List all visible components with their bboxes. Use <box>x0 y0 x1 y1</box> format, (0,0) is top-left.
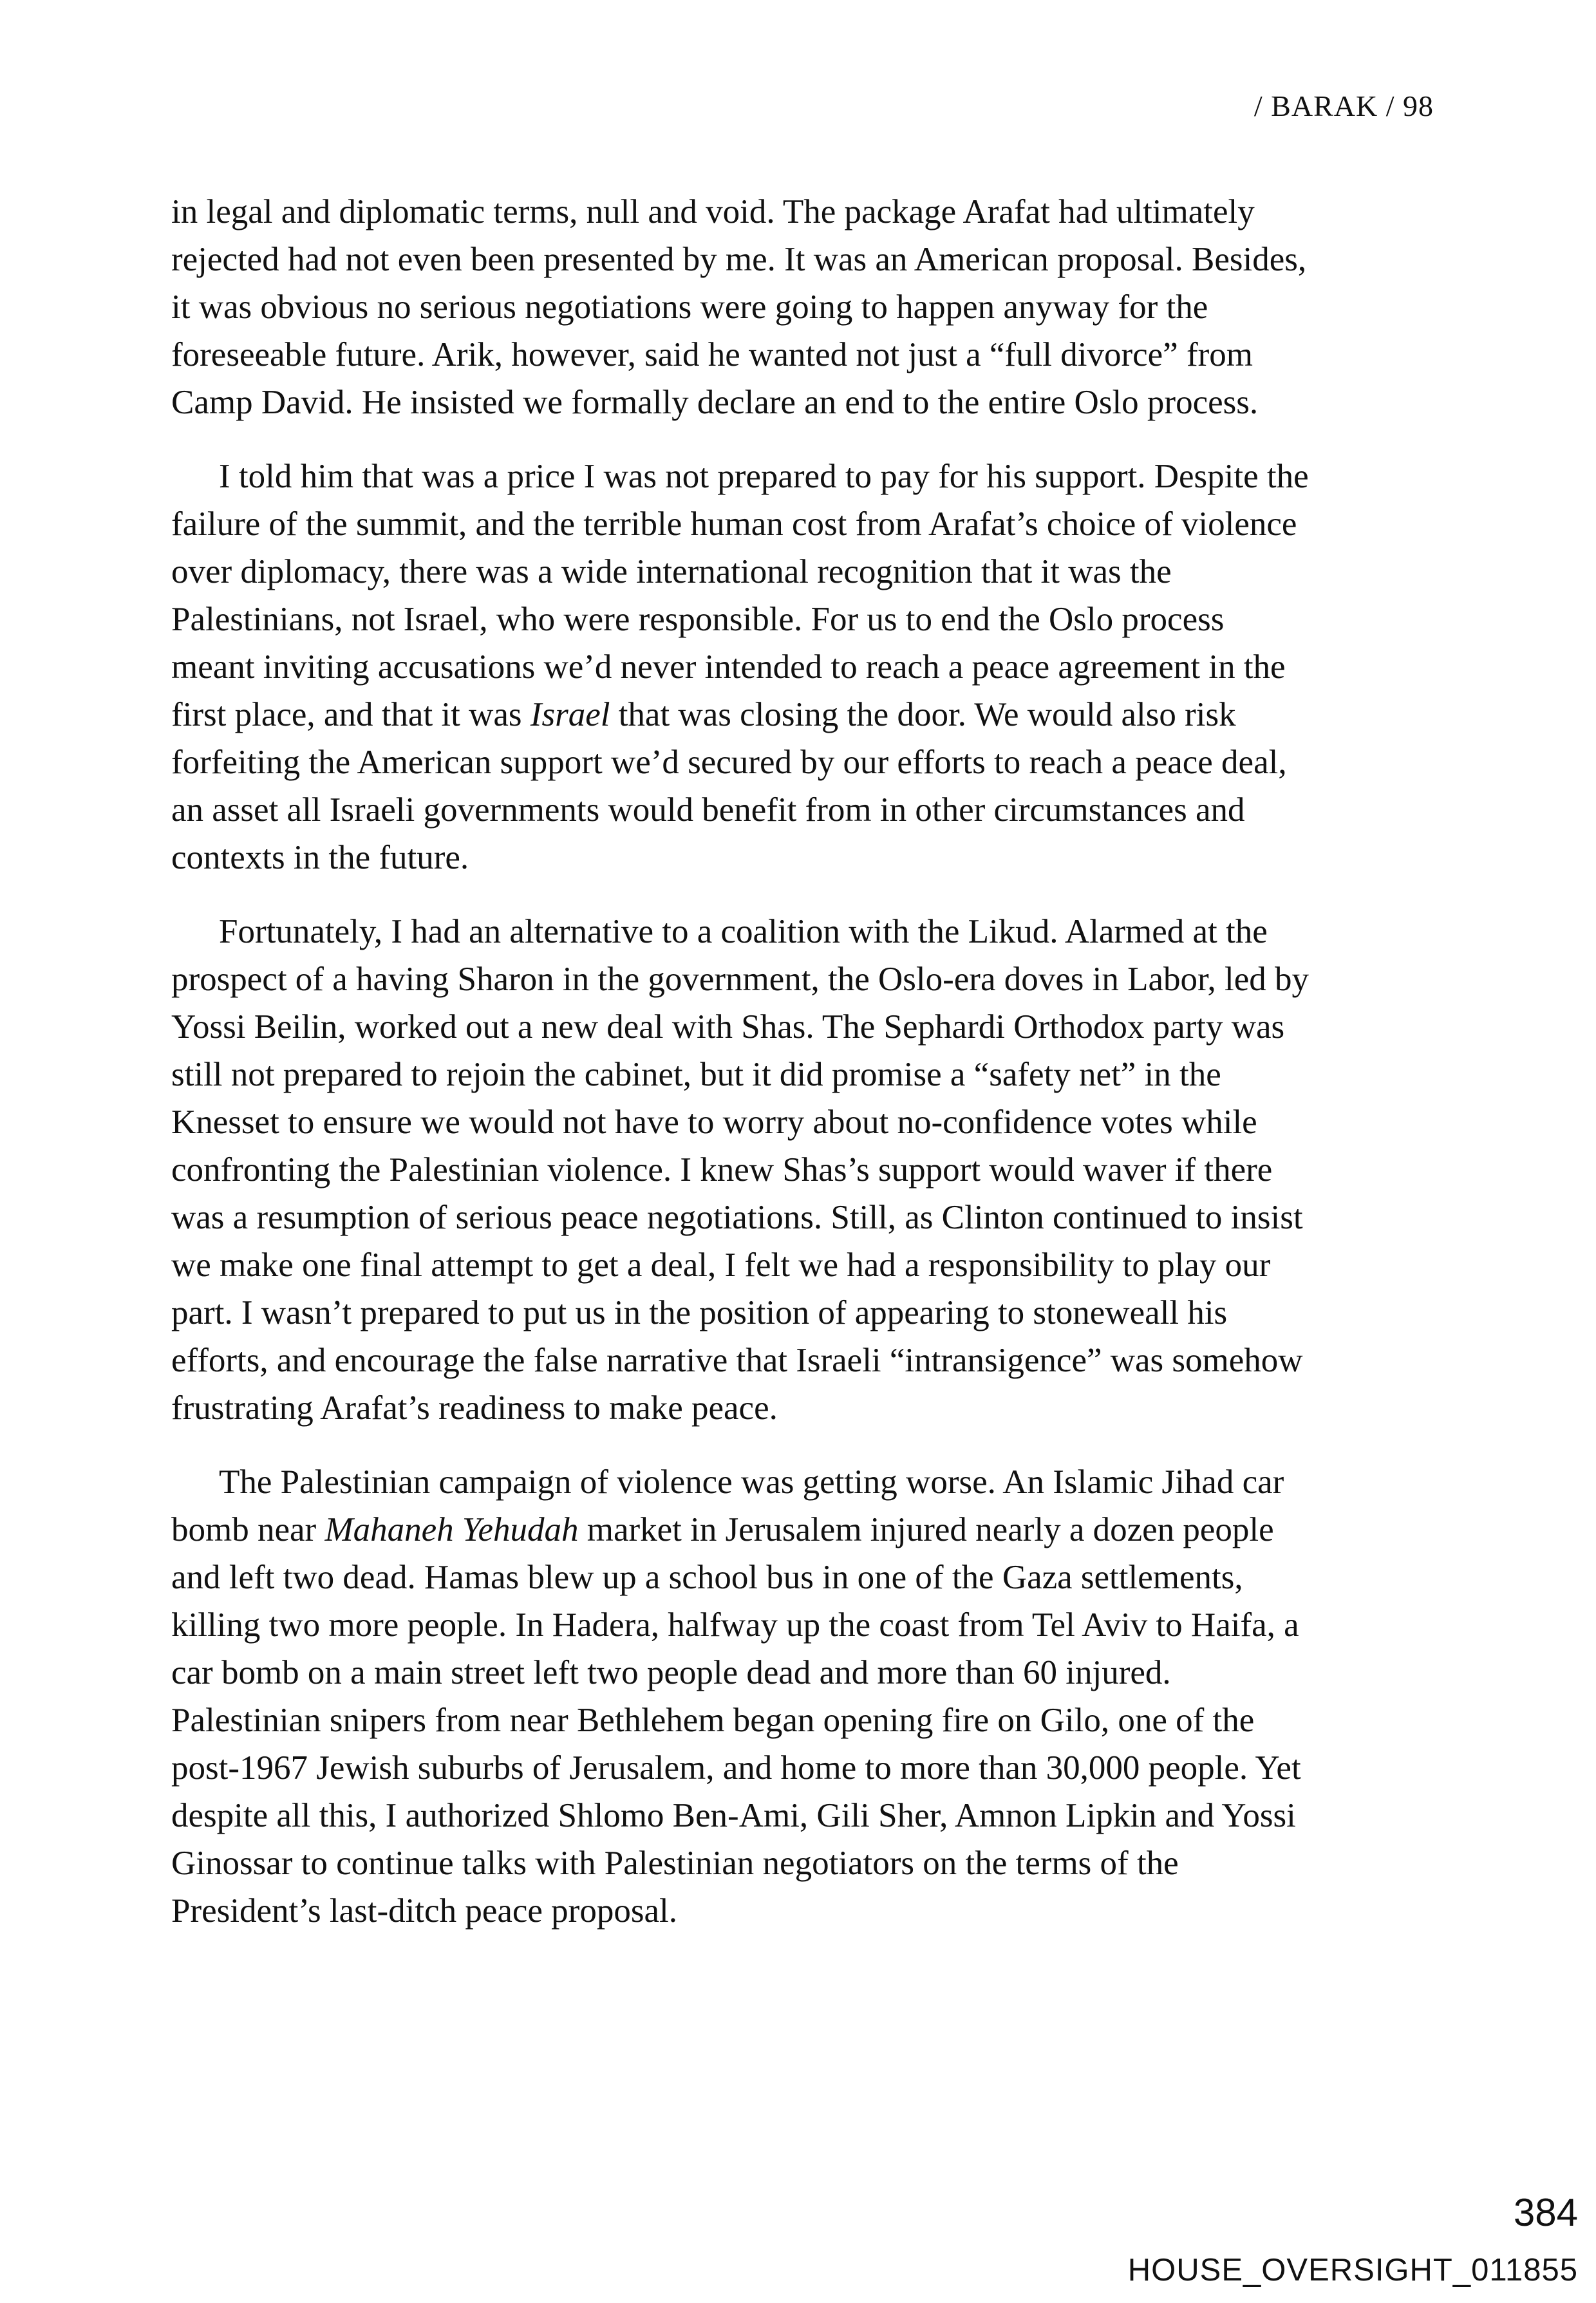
paragraph <box>171 908 1434 1432</box>
text-line <box>171 691 1434 738</box>
text-line: part. I wasn’t prepared to put us in the position of appearing to stoneweall his <box>171 1294 1228 1331</box>
text-line: and left two dead. Hamas blew up a school bus in one of the Gaza settlements, <box>171 1559 1243 1596</box>
text-line: it was obvious no serious negotiations were going to happen anyway for the <box>171 288 1208 326</box>
text-line: killing two more people. In Hadera, halfway up the coast from Tel Aviv to Haifa, a <box>171 1606 1299 1644</box>
text-line: still not prepared to rejoin the cabinet, but it did promise a “safety net” in the <box>171 1056 1221 1093</box>
text-line: we make one final attempt to get a deal, I felt we had a responsibility to play our <box>171 1246 1271 1284</box>
text-segment: that was closing the door. We would also risk <box>610 696 1236 733</box>
text-line: Yossi Beilin, worked out a new deal with Shas. The Sephardi Orthodox party was <box>171 1008 1285 1046</box>
bates-number: HOUSE_OVERSIGHT_011855 <box>1127 2253 1578 2288</box>
paragraph <box>171 188 1434 426</box>
text-line: car bomb on a main street left two people dead and more than 60 injured. <box>171 1654 1171 1691</box>
italic-phrase: Israel <box>530 696 610 733</box>
paragraph <box>171 453 1434 881</box>
text-line: I told him that was a price I was not prepared to pay for his support. Despite the <box>219 458 1309 495</box>
text-line: Camp David. He insisted we formally declare an end to the entire Oslo process. <box>171 384 1259 421</box>
text-line <box>171 1506 1434 1554</box>
page-number: 384 <box>1513 2191 1578 2234</box>
text-line: meant inviting accusations we’d never intended to reach a peace agreement in the <box>171 648 1286 686</box>
text-line: forfeiting the American support we’d secured by our efforts to reach a peace deal, <box>171 744 1287 781</box>
paragraph <box>171 1458 1434 1935</box>
italic-phrase: Mahaneh Yehudah <box>324 1511 579 1548</box>
text-line: an asset all Israeli governments would benefit from in other circumstances and <box>171 791 1245 829</box>
text-line: Palestinian snipers from near Bethlehem began opening fire on Gilo, one of the <box>171 1702 1255 1739</box>
text-line: rejected had not even been presented by me. It was an American proposal. Besides, <box>171 241 1307 278</box>
text-line: The Palestinian campaign of violence was getting worse. An Islamic Jihad car <box>219 1463 1284 1501</box>
text-line: was a resumption of serious peace negotiations. Still, as Clinton continued to insist <box>171 1199 1303 1236</box>
text-line: Ginossar to continue talks with Palestinian negotiators on the terms of the <box>171 1845 1179 1882</box>
text-segment: bomb near <box>171 1511 325 1548</box>
text-line: confronting the Palestinian violence. I knew Shas’s support would waver if there <box>171 1151 1273 1189</box>
text-line: despite all this, I authorized Shlomo Ben-Ami, Gili Sher, Amnon Lipkin and Yossi <box>171 1797 1296 1834</box>
text-line: President’s last-ditch peace proposal. <box>171 1892 677 1930</box>
text-line: foreseeable future. Arik, however, said he wanted not just a “full divorce” from <box>171 336 1253 373</box>
text-line: failure of the summit, and the terrible human cost from Arafat’s choice of violence <box>171 505 1297 543</box>
text-line: in legal and diplomatic terms, null and void. The package Arafat had ultimately <box>171 193 1255 230</box>
text-segment: first place, and that it was <box>171 696 530 733</box>
text-line: Palestinians, not Israel, who were responsible. For us to end the Oslo process <box>171 601 1225 638</box>
text-line: over diplomacy, there was a wide international recognition that it was the <box>171 553 1172 590</box>
text-line: contexts in the future. <box>171 839 469 876</box>
text-line: prospect of a having Sharon in the government, the Oslo-era doves in Labor, led by <box>171 961 1310 998</box>
text-line: frustrating Arafat’s readiness to make peace. <box>171 1389 778 1427</box>
text-line: efforts, and encourage the false narrative that Israeli “intransigence” was somehow <box>171 1342 1303 1379</box>
text-line: post-1967 Jewish suburbs of Jerusalem, and home to more than 30,000 people. Yet <box>171 1749 1301 1787</box>
text-line: Knesset to ensure we would not have to worry about no-confidence votes while <box>171 1104 1257 1141</box>
text-line: Fortunately, I had an alternative to a coalition with the Likud. Alarmed at the <box>219 913 1268 950</box>
body-text <box>171 188 1434 1961</box>
text-segment: market in Jerusalem injured nearly a dozen people <box>578 1511 1274 1548</box>
running-header: / BARAK / 98 <box>1253 89 1434 122</box>
